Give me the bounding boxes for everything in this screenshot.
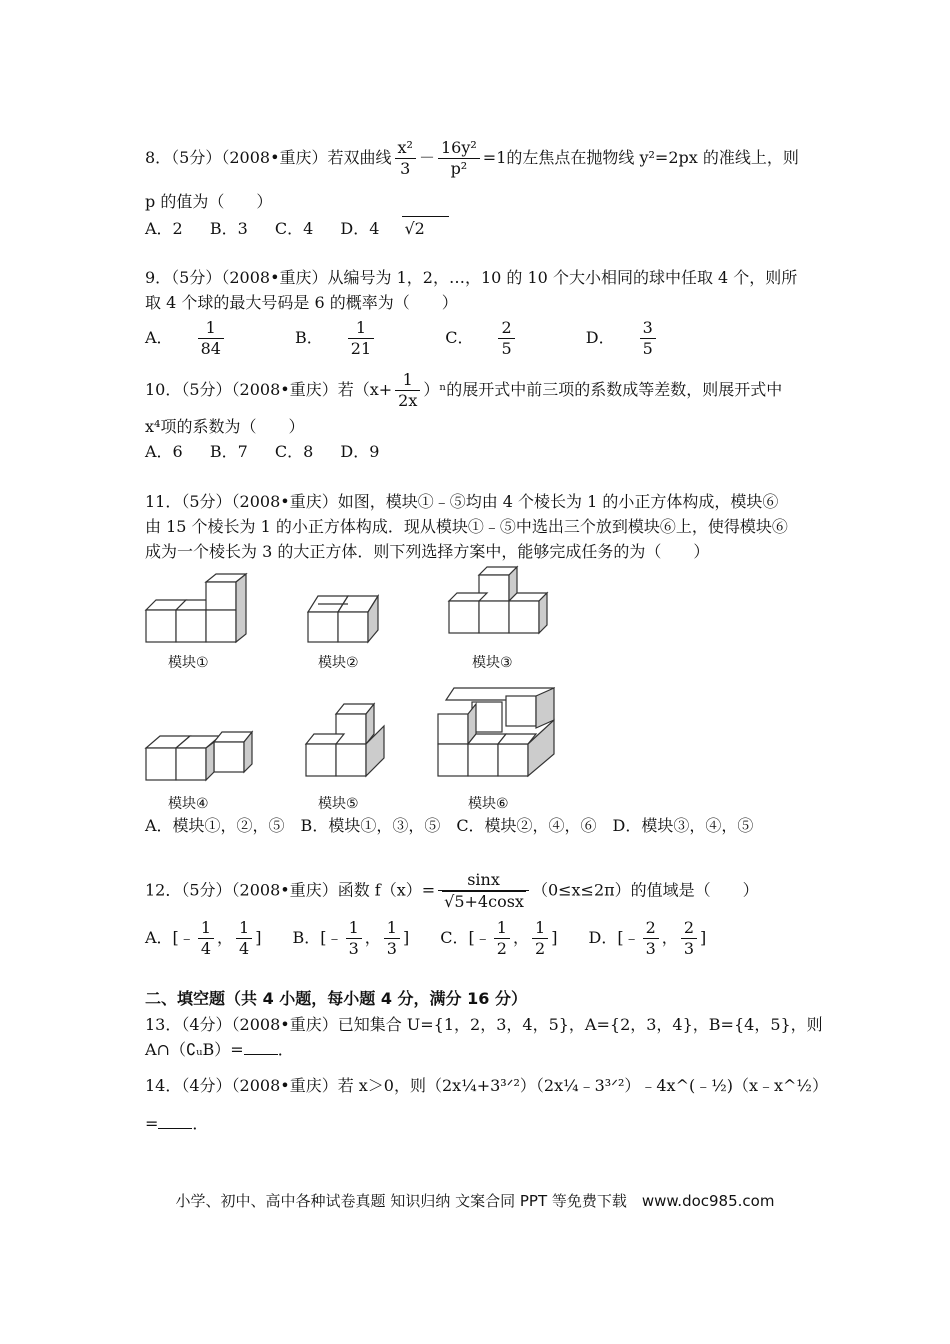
module-5-label: 模块⑤: [318, 796, 359, 812]
q11-line2: 由 15 个棱长为 1 的小正方体构成．现从模块①﹣⑤中选出三个放到模块⑥上，使得模块⑥: [145, 517, 788, 536]
q8-option-c[interactable]: C．4: [274, 219, 314, 238]
q9-options: [145, 318, 722, 359]
q8-stem: 8．（5分）（2008•重庆）若双曲线: [145, 148, 392, 167]
q12-frac: $\frac{\sin x}{√5+4\cos x}$: [438, 870, 529, 912]
module-1-label: 模块①: [168, 655, 209, 671]
q8-option-b[interactable]: B．3: [209, 219, 248, 238]
module-4-label: 模块④: [168, 796, 209, 812]
section-title: 二、填空题（共 4 小题，每小题 4 分，满分 16 分）: [145, 989, 527, 1008]
q14-line2: = ．: [145, 1114, 209, 1133]
module-2-figure: [300, 590, 390, 648]
q10-options: [145, 440, 401, 464]
module-4-figure: [140, 728, 260, 784]
q9-line1: 9．（5分）（2008•重庆）从编号为 1，2，…，10 的 10 个大小相同的球中任取 4 个，则所: [145, 268, 798, 287]
q10-option-a[interactable]: A．6: [145, 442, 183, 461]
q8-option-d[interactable]: D．4 √2: [340, 219, 470, 238]
q8-frac1: $\frac{\text{x²}}{3}$: [395, 138, 416, 179]
q9-option-d[interactable]: D． $\frac{3}{5}$: [586, 328, 700, 347]
module-5-figure: [300, 702, 392, 782]
module-6-label: 模块⑥: [468, 796, 509, 812]
q10-option-b[interactable]: B．7: [209, 442, 248, 461]
q9-option-c[interactable]: C． $\frac{2}{5}$: [445, 328, 558, 347]
q8-option-a[interactable]: A．2: [145, 219, 183, 238]
module-2-label: 模块②: [318, 655, 359, 671]
q11-line3: 成为一个棱长为 3 的大正方体．则下列选择方案中，能够完成任务的为（ ）: [145, 542, 710, 561]
q13-answer-blank[interactable]: [244, 1038, 278, 1055]
q11-options[interactable]: A．模块①，②，⑤ B．模块①，③，⑤ C．模块②，④，⑥ D．模块③，④，⑤: [145, 816, 754, 835]
q10-line2: x⁴项的系数为（ ）: [145, 417, 305, 436]
q9-option-a[interactable]: A． $\frac{1}{84}$: [145, 328, 268, 347]
q8-frac2: $\frac{\text{16y²}}{\text{p²}}$: [438, 138, 480, 179]
q12-line1: 12．（5分）（2008•重庆）函数 f（x）= $\frac{\sin x}{√5+4\cos x}$ （0≤x≤2π）的值域是（ ）: [145, 870, 759, 911]
module-6-figure: [432, 684, 562, 782]
q8-stem-b: =1的左焦点在抛物线 y²=2px 的准线上，则: [482, 148, 799, 167]
q8-line1: [145, 138, 799, 179]
q14-answer-blank[interactable]: [158, 1112, 192, 1129]
q13-line2: A∩（∁ᵤB）= ．: [145, 1040, 294, 1059]
q12-option-a[interactable]: A．[﹣ $\frac{1}{4}$ ， $\frac{1}{4}$ ]: [145, 918, 262, 958]
q12-option-d[interactable]: D．[﹣ $\frac{2}{3}$ ， $\frac{2}{3}$ ]: [588, 918, 707, 958]
q10-option-d[interactable]: D．9: [340, 442, 380, 461]
q8-line2: p 的值为（ ）: [145, 192, 273, 211]
q9-option-b[interactable]: B． $\frac{1}{21}$: [295, 328, 418, 347]
q8-options: [145, 216, 493, 241]
module-3-label: 模块③: [472, 655, 513, 671]
q13-line1: 13．（4分）（2008•重庆）已知集合 U={1，2，3，4，5}，A={2，3，4}，B={4，5}，则: [145, 1015, 823, 1034]
module-1-figure: [140, 568, 250, 648]
q9-line2: 取 4 个球的最大号码是 6 的概率为（ ）: [145, 293, 458, 312]
q14-line1: 14．（4分）（2008•重庆）若 x＞0，则（2x¼+3³ᐟ²）（2x¼﹣3³ᐟ²）﹣4x^(﹣½)（x﹣x^½）: [145, 1076, 828, 1095]
q11-line1: 11．（5分）（2008•重庆）如图，模块①﹣⑤均由 4 个棱长为 1 的小正方体构成，模块⑥: [145, 492, 779, 511]
footer: 小学、初中、高中各种试卷真题 知识归纳 文案合同 PPT 等免费下载 www.doc985.com: [175, 1192, 775, 1210]
q10-option-c[interactable]: C．8: [274, 442, 314, 461]
q12-options: [145, 918, 706, 959]
q12-option-b[interactable]: B．[﹣ $\frac{1}{3}$ ， $\frac{1}{3}$ ]: [292, 918, 410, 958]
q10-frac: $\frac{1}{2x}$: [395, 370, 420, 411]
q8-minus: －: [418, 148, 435, 167]
q10-line1: 10．（5分）（2008•重庆）若（x+ $\frac{1}{2x}$ ）ⁿ的展开式中前三项的系数成等差数，则展开式中: [145, 370, 783, 410]
module-3-figure: [445, 565, 553, 637]
q12-option-c[interactable]: C．[﹣ $\frac{1}{2}$ ， $\frac{1}{2}$ ]: [440, 918, 558, 958]
